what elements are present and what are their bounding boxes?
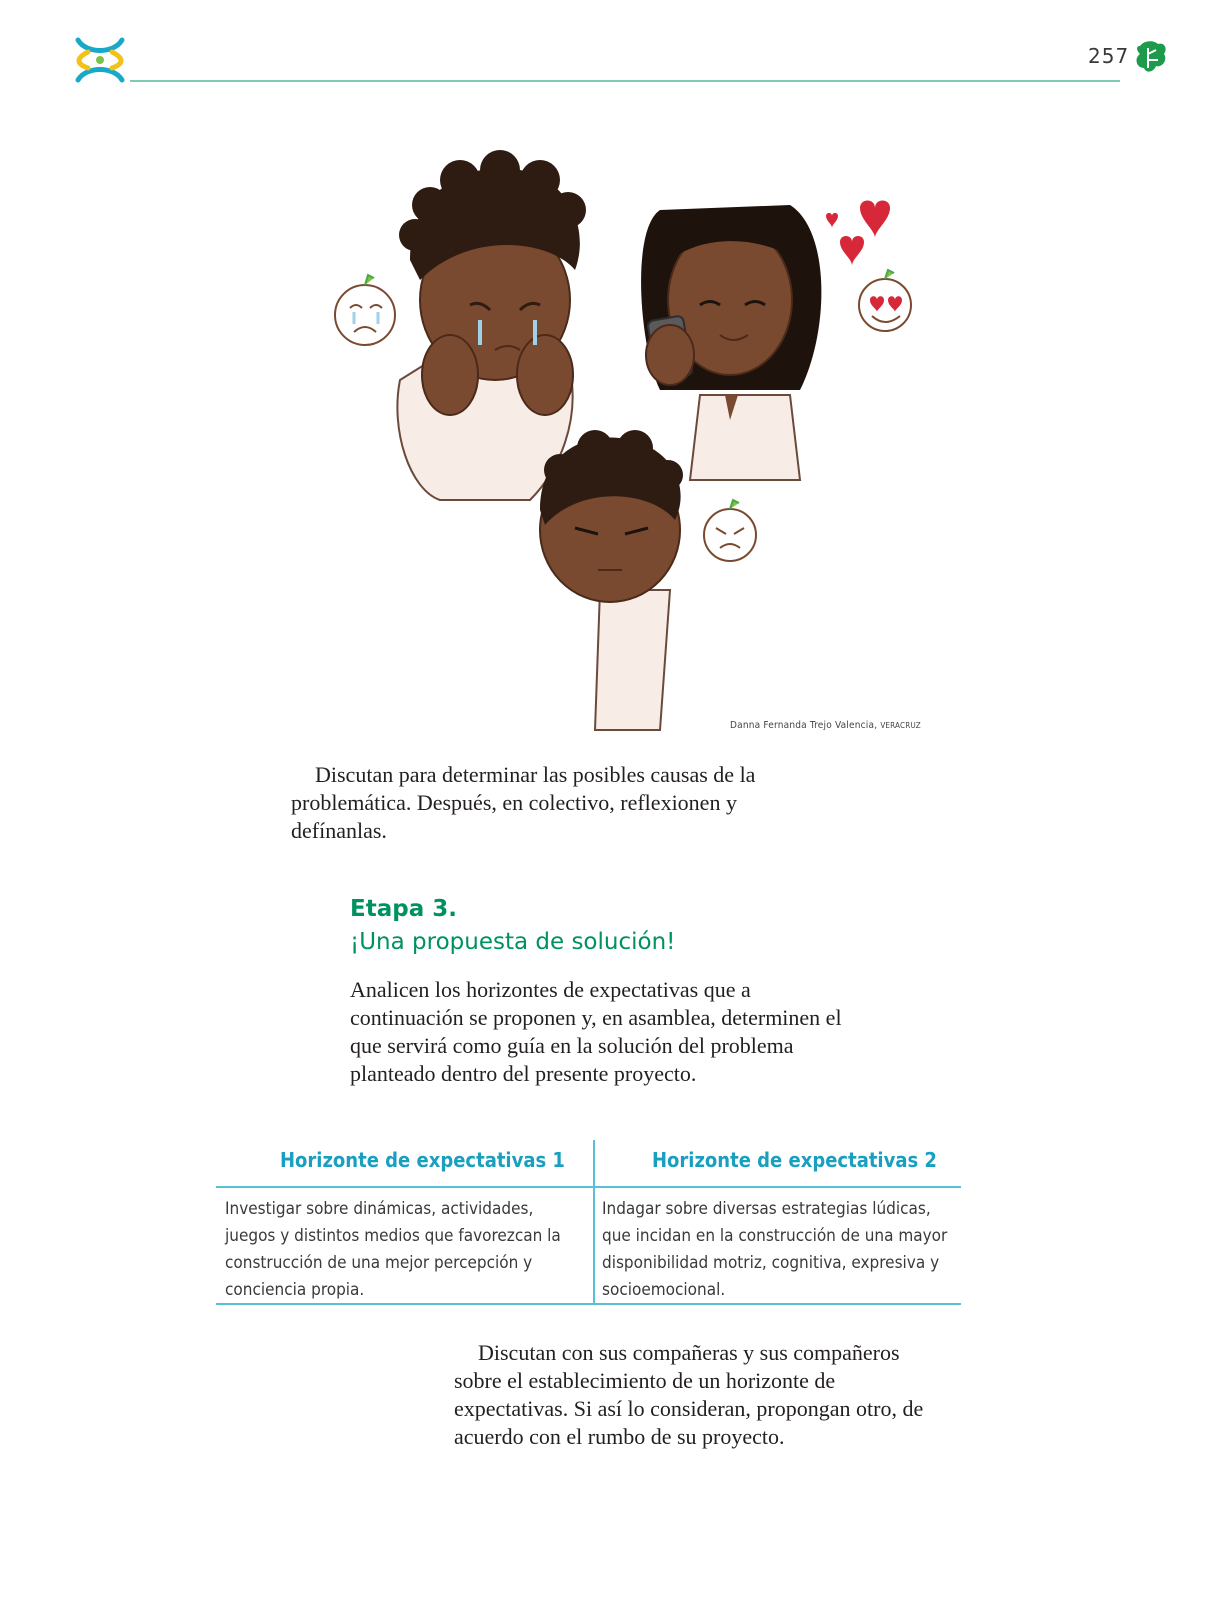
section-title: Etapa 3. bbox=[350, 896, 457, 922]
credit-name: Danna Fernanda Trejo Valencia, bbox=[730, 720, 881, 731]
closing-paragraph-text: Discutan con sus compañeras y sus compañeros sobre el establecimiento de un horizonte de expectativas. Si así lo consideran, propongan otro, de acuerdo con el rumbo de su proyecto. bbox=[454, 1340, 924, 1449]
sad-face-icon bbox=[335, 275, 395, 345]
table-header-1: Horizonte de expectativas 1 bbox=[280, 1148, 565, 1172]
angry-face-icon bbox=[704, 500, 756, 561]
crying-boy bbox=[397, 150, 586, 500]
illustration-credit bbox=[730, 720, 921, 731]
section-paragraph: Analicen los horizontes de expectativas que a continuación se proponen y, en asamblea, determinen el que servirá como guía en la solución del problema planteado dentro del presente proyecto. bbox=[350, 977, 842, 1086]
section-subtitle: ¡Una propuesta de solución! bbox=[350, 929, 676, 955]
love-face-icon bbox=[859, 270, 911, 331]
intro-paragraph-text: Discutan para determinar las posibles causas de la problemática. Después, en colectivo, reflexionen y defínanlas. bbox=[291, 762, 756, 843]
heart-icon bbox=[826, 201, 890, 267]
table-rule-top bbox=[216, 1186, 961, 1188]
header-rule bbox=[130, 80, 1120, 82]
table-cell-2: Indagar sobre diversas estrategias lúdicas, que incidan en la construcción de una mayor disponibilidad motriz, cognitiva, expresiva y socioemocional. bbox=[602, 1199, 948, 1300]
angry-boy bbox=[540, 430, 683, 730]
closing-paragraph bbox=[454, 1339, 934, 1451]
intro-paragraph bbox=[291, 761, 771, 845]
illustration bbox=[330, 150, 950, 740]
table-divider bbox=[593, 1140, 595, 1305]
table-header-2: Horizonte de expectativas 2 bbox=[652, 1148, 937, 1172]
logo-icon bbox=[72, 34, 128, 86]
page-number: 257 bbox=[1088, 44, 1130, 68]
smiling-girl bbox=[641, 205, 821, 480]
table-rule-bottom bbox=[216, 1303, 961, 1305]
credit-place: VERACRUZ bbox=[880, 721, 921, 730]
leaf-icon bbox=[1134, 38, 1170, 76]
table-cell-1: Investigar sobre dinámicas, actividades, juegos y distintos medios que favorezcan la construcción de una mejor percepción y conciencia propia. bbox=[225, 1199, 561, 1300]
